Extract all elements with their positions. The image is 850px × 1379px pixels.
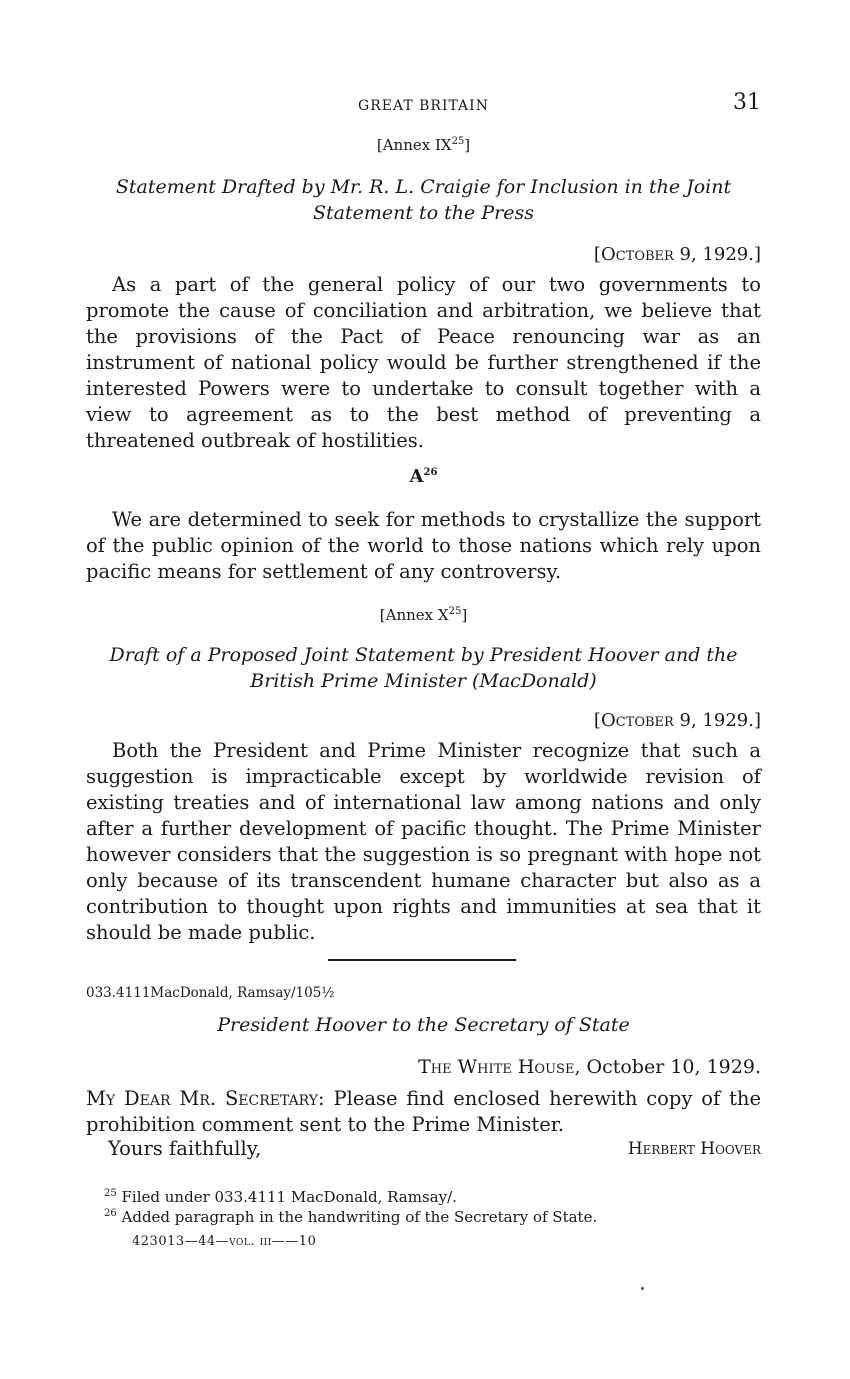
annex-ix-title-line1: Statement Drafted by Mr. R. L. Craigie for Inclusion in the Joint — [115, 176, 732, 198]
annex-ix-label: [Annex IX$^{25}$] — [376, 136, 471, 154]
annex-x-title — [86, 642, 761, 694]
file-reference: 033.4111MacDonald, Ramsay/105½ — [86, 985, 335, 1001]
footnote-number: 26 — [104, 1208, 117, 1219]
section-divider — [328, 959, 516, 961]
letter-signer: Herbert Hoover — [627, 1139, 761, 1159]
footnote-26: $^{26}$ Added paragraph in the handwriting of the Secretary of State. — [104, 1208, 598, 1226]
footnote-number: 25 — [104, 1188, 117, 1199]
annex-x-date: [October 9, 1929.] — [593, 710, 761, 731]
footnote-ref: 25 — [451, 136, 465, 147]
annex-ix-title — [86, 174, 761, 226]
annex-x-title-line1: Draft of a Proposed Joint Statement by President Hoover and the — [109, 644, 738, 666]
letter-date: , October 10, 1929. — [574, 1056, 761, 1078]
annex-x-body: Both the President and Prime Minister recognize that such a suggestion is impracticable except by worldwide revision of existing treaties and of international law among nations and only after a further development of pacific thought. The Prime Minister however considers that the suggestion is so pregnant with hope not only because of its transcendent humane character but also as a contribution to thought upon rights and immunities at sea that it should be made public. — [86, 739, 761, 944]
footnote-25: $^{25}$ Filed under 033.4111 MacDonald, Ramsay/. — [104, 1188, 457, 1206]
annex-x-label: [Annex $X^{25}$] — [379, 606, 468, 624]
annex-ix-date: [October 9, 1929.] — [593, 244, 761, 265]
annex-ix-body: As a part of the general policy of our two governments to promote the cause of conciliation and arbitration, we believe that the provisions of the Pact of Peace renouncing war as an instrument of national policy would be further strengthened if the interested Powers were to undertake to consult together with a view to agreement as to the best method of preventing a threatened outbreak of hostilities. — [86, 273, 761, 452]
scan-speck — [641, 1287, 644, 1290]
running-title: GREAT BRITAIN — [358, 98, 489, 114]
footnote-ref: 25 — [448, 606, 462, 617]
letter-dateline — [418, 1056, 761, 1078]
letter-signature-line — [108, 1137, 761, 1165]
footnote-ref: 26 — [423, 467, 438, 478]
running-head — [86, 90, 761, 120]
page-number: 31 — [733, 90, 761, 115]
letter-salutation: My Dear Mr. Secretary — [86, 1087, 319, 1110]
annex-x-title-line2: British Prime Minister (MacDonald) — [250, 670, 597, 692]
letter-closing: Yours faithfully, — [108, 1137, 262, 1160]
print-code: 423013—44—vol. iii——10 — [132, 1234, 317, 1249]
annex-ix-title-line2: Statement to the Press — [313, 202, 534, 224]
letter-body: My Dear Mr. Secretary: Please find enclosed herewith copy of the prohibition comment sent to the Prime Minister. — [86, 1087, 762, 1136]
section-a-marker: $A^{26}$ — [409, 466, 438, 487]
letter-title: President Hoover to the Secretary of State — [217, 1014, 630, 1036]
letter-place: The White House — [418, 1056, 575, 1078]
section-a-body: We are determined to seek for methods to crystallize the support of the public opinion of the world to those nations which rely upon pacific means for settlement of any controversy. — [86, 508, 761, 583]
